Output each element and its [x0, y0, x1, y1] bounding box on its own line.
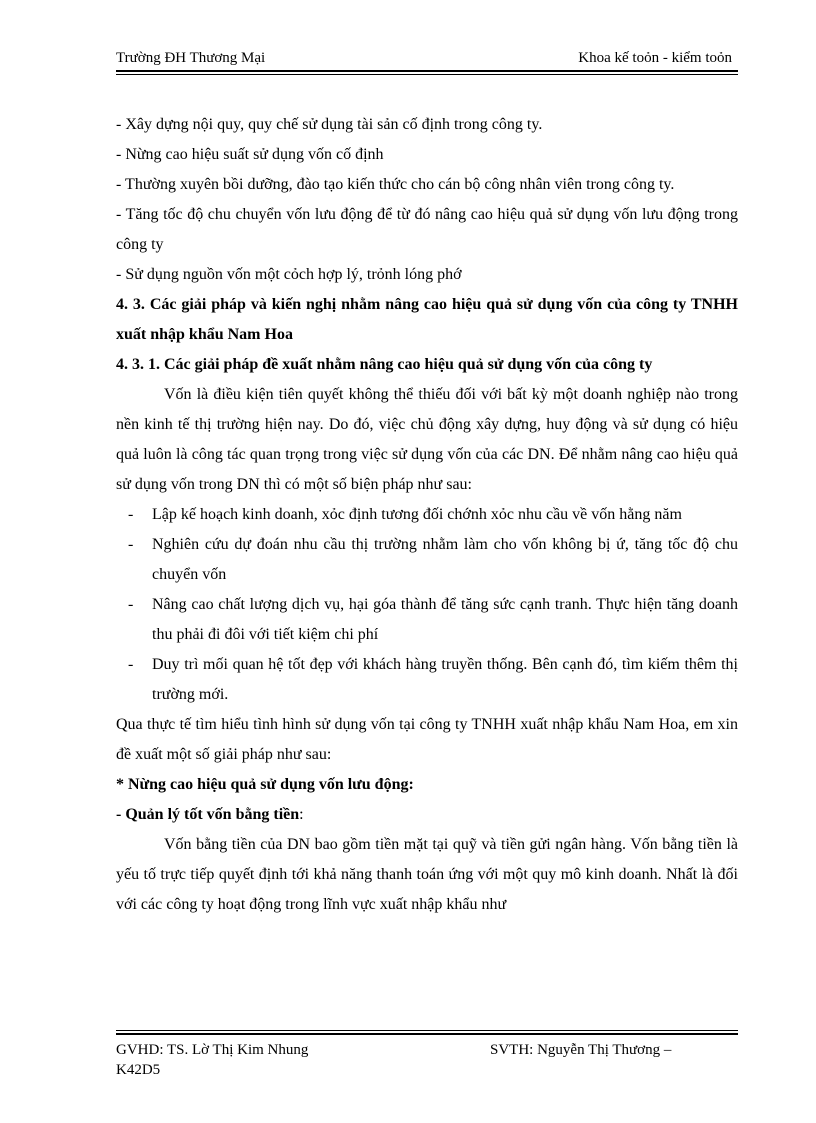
subheading-working-capital: * Nừng cao hiệu quả sử dụng vốn lưu động: [116, 776, 414, 793]
footer-supervisor: GVHD: TS. Lờ Thị Kim Nhung [116, 1042, 309, 1058]
paragraph-capital-usage: - Sử dụng nguồn vốn một cỏch hợp lý, trỏnh lóng phớ [116, 266, 462, 283]
bullet-dash: - [128, 536, 134, 553]
header-rule-thin [116, 74, 738, 75]
header-department: Khoa kế toỏn - kiểm toỏn [578, 50, 732, 66]
bullet-dash: - [128, 656, 134, 673]
footer-rule-thick [116, 1033, 738, 1035]
bullet-dash: - [128, 596, 134, 613]
paragraph-survey: Qua thực tế tìm hiểu tình hình sử dụng vốn tại công ty TNHH xuất nhập khẩu Nam Hoa, em xin đề xuất một số giải pháp như sau: [116, 716, 738, 763]
bullet-dash: - [128, 506, 134, 523]
list-item [116, 590, 738, 650]
subheading-cash-line [116, 800, 738, 830]
paragraph-cash: Vốn bằng tiền của DN bao gồm tiền mặt tại quỹ và tiền gửi ngân hàng. Vốn bằng tiền là yếu tố trực tiếp quyết định tới khả năng thanh toán ứng với một quy mô kinh doanh. Nhất là đối với các công ty hoạt động trong lĩnh vực xuất nhập khẩu như [116, 836, 738, 913]
measures-list [116, 500, 738, 710]
paragraph-rules: - Xây dựng nội quy, quy chế sử dụng tài sản cố định trong công ty. [116, 116, 543, 133]
paragraph-working-capital: - Tăng tốc độ chu chuyển vốn lưu động để từ đó nâng cao hiệu quả sử dụng vốn lưu động trong công ty [116, 206, 738, 253]
paragraph-capital-intro: Vốn là điều kiện tiên quyết không thể thiếu đối với bất kỳ một doanh nghiệp nào trong nền kinh tế thị trường hiện nay. Do đó, việc chủ động xây dựng, huy động và sử dụng có hiệu quả luôn là công tác quan trọng trong việc sử dụng vốn của các DN. Để nhằm nâng cao hiệu quả sử dụng vốn trong DN thì có một số biện pháp như sau: [116, 386, 738, 493]
footer-class: K42D5 [116, 1062, 161, 1078]
section-heading-4-3-1: 4. 3. 1. Các giải pháp đề xuất nhằm nâng cao hiệu quả sử dụng vốn của công ty [116, 356, 653, 373]
footer-student: SVTH: Nguyễn Thị Thương – [490, 1042, 672, 1058]
paragraph-training: - Thường xuyên bồi dưỡng, đào tạo kiến thức cho cán bộ công nhân viên trong công ty. [116, 176, 675, 193]
footer-rule-thin [116, 1030, 738, 1031]
subheading-cash: - Quản lý tốt vốn bằng tiền [116, 806, 300, 823]
list-item [116, 500, 738, 530]
paragraph-fixed-capital: - Nừng cao hiệu suất sử dụng vốn cố định [116, 146, 384, 163]
list-item-text: Nâng cao chất lượng dịch vụ, hại góa thành để tăng sức cạnh tranh. Thực hiện tăng doanh thu phải đi đôi với tiết kiệm chi phí [152, 596, 738, 643]
list-item [116, 530, 738, 590]
list-item [116, 650, 738, 710]
subheading-cash-colon: : [299, 806, 304, 823]
page-body [116, 110, 738, 920]
header-rule-thick [116, 70, 738, 72]
header-school: Trường ĐH Thương Mại [116, 50, 266, 66]
page-header [116, 48, 736, 68]
list-item-text: Lập kế hoạch kinh doanh, xỏc định tương đối chớnh xỏc nhu cầu về vốn hằng năm [152, 506, 682, 523]
list-item-text: Duy trì mối quan hệ tốt đẹp với khách hàng truyền thống. Bên cạnh đó, tìm kiếm thêm thị trường mới. [152, 656, 738, 703]
list-item-text: Nghiên cứu dự đoán nhu cầu thị trường nhằm làm cho vốn không bị ứ, tăng tốc độ chu chuyển vốn [152, 536, 738, 583]
section-heading-4-3: 4. 3. Các giải pháp và kiến nghị nhằm nâng cao hiệu quả sử dụng vốn của công ty TNHH xuất nhập khẩu Nam Hoa [116, 296, 738, 343]
